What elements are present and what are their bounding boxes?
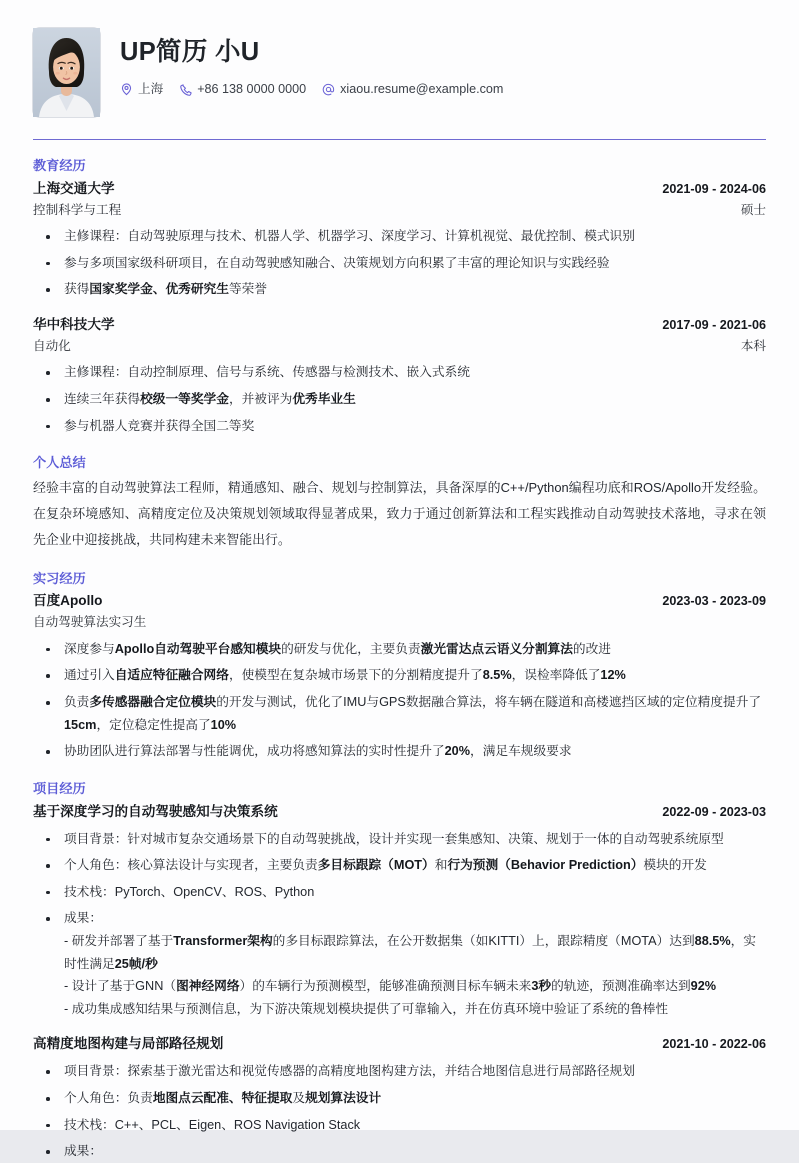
location-pin-icon <box>120 83 133 96</box>
entry-subtitle-row <box>33 336 766 356</box>
entry-meta: 本科 <box>740 339 766 354</box>
bullet-item: 协助团队进行算法部署与性能调优，成功将感知算法的实时性提升了20%，满足车规级要求 <box>33 740 766 763</box>
phone-icon <box>179 83 192 96</box>
bullet-item: 个人角色：负责地图点云配准、特征提取及规划算法设计 <box>33 1087 766 1110</box>
resume-entry <box>33 1033 766 1162</box>
entry-header-row <box>33 178 766 200</box>
bullet-item: 主修课程：自动驾驶原理与技术、机器人学、机器学习、深度学习、计算机视觉、最优控制、模式识别 <box>33 225 766 248</box>
entry-title: 上海交通大学 <box>33 180 115 196</box>
contact-email-text: xiaou.resume@example.com <box>340 81 504 96</box>
entry-date: 2017-09 - 2021-06 <box>662 318 766 333</box>
entry-subtitle: 自动化 <box>33 339 71 354</box>
bullet-item: 成果： <box>33 1140 766 1163</box>
entry-title: 华中科技大学 <box>33 317 115 333</box>
resume-header <box>33 0 766 117</box>
profile-name: UP简历 小U <box>120 38 260 66</box>
section-title: 教育经历 <box>33 158 86 173</box>
resume-sections <box>33 156 766 1163</box>
bullet-item: 通过引入自适应特征融合网络，使模型在复杂城市场景下的分割精度提升了8.5%，误检率降低了12% <box>33 664 766 687</box>
entry-subtitle-row <box>33 200 766 220</box>
entry-subtitle: 控制科学与工程 <box>33 202 122 217</box>
entry-title: 高精度地图构建与局部路径规划 <box>33 1036 224 1052</box>
bullet-list <box>33 638 766 763</box>
header-divider <box>33 139 766 140</box>
contact-list <box>120 81 515 99</box>
entry-subtitle: 自动驾驶算法实习生 <box>33 615 147 630</box>
section-title: 个人总结 <box>33 455 86 471</box>
bullet-item: 负责多传感器融合定位模块的开发与测试，优化了IMU与GPS数据融合算法，将车辆在隧道和高楼遮挡区域的定位精度提升了15cm，定位稳定性提高了10% <box>33 691 766 736</box>
bullet-item: 技术栈：PyTorch、OpenCV、ROS、Python <box>33 881 766 904</box>
contact-phone <box>179 81 306 99</box>
bullet-item: 参与多项国家级科研项目，在自动驾驶感知融合、决策规划方向积累了丰富的理论知识与实践经验 <box>33 252 766 275</box>
entry-title: 百度Apollo <box>33 593 103 609</box>
bullet-item: 获得国家奖学金、优秀研究生等荣誉 <box>33 278 766 301</box>
entry-subtitle-row <box>33 612 766 632</box>
resume-section <box>33 569 766 763</box>
entry-date: 2021-09 - 2024-06 <box>662 181 766 196</box>
bullet-list <box>33 225 766 301</box>
bullet-item: 参与机器人竞赛并获得全国二等奖 <box>33 415 766 438</box>
bullet-item: 成果： - 研发并部署了基于Transformer架构的多目标跟踪算法，在公开数据集（如KITTI）上，跟踪精度（MOTA）达到88.5%，实时性满足25帧/秒 - 设计了基于GNN（图神经网络）的车辆行为预测模型，能够准确预测目标车辆未来3秒的轨迹，预测准确率达到92% - 成功集成感知结果与预测信息，为下游决策规划模块提供了可靠输入，并在仿真环境中验证了系统的鲁棒性 <box>33 907 766 1020</box>
avatar <box>33 28 100 117</box>
bullet-item: 深度参与Apollo自动驾驶平台感知模块的研发与优化，主要负责激光雷达点云语义分割算法的改进 <box>33 638 766 661</box>
header-text-block <box>120 28 515 98</box>
contact-location-text: 上海 <box>138 81 164 96</box>
bullet-item: 项目背景：探索基于激光雷达和视觉传感器的高精度地图构建方法，并结合地图信息进行局部路径规划 <box>33 1060 766 1083</box>
resume-entry <box>33 314 766 437</box>
section-title: 实习经历 <box>33 570 86 586</box>
summary-text: 经验丰富的自动驾驶算法工程师，精通感知、融合、规划与控制算法，具备深厚的C++/Python编程功底和ROS/Apollo开发经验。在复杂环境感知、高精度定位及决策规划领域取得显著成果，致力于通过创新算法和工程实践推动自动驾驶技术落地，寻求在领先企业中迎接挑战，共同构建未来智能出行。 <box>33 480 766 547</box>
bullet-item: 连续三年获得校级一等奖学金，并被评为优秀毕业生 <box>33 388 766 411</box>
bullet-list <box>33 1060 766 1162</box>
entry-header-row <box>33 314 766 336</box>
contact-location <box>120 81 163 99</box>
bullet-item: 项目背景：针对城市复杂交通场景下的自动驾驶挑战，设计并实现一套集感知、决策、规划于一体的自动驾驶系统原型 <box>33 828 766 851</box>
contact-phone-text: +86 138 0000 0000 <box>197 81 307 96</box>
entry-meta: 硕士 <box>740 202 766 217</box>
resume-section <box>33 453 766 552</box>
entry-title: 基于深度学习的自动驾驶感知与决策系统 <box>33 803 278 819</box>
bullet-item: 个人角色：核心算法设计与实现者，主要负责多目标跟踪（MOT）和行为预测（Behavior Prediction）模块的开发 <box>33 854 766 877</box>
entry-date: 2021-10 - 2022-06 <box>662 1037 766 1052</box>
contact-email <box>322 81 503 99</box>
entry-date: 2022-09 - 2023-03 <box>662 804 766 819</box>
resume-section <box>33 156 766 437</box>
bullet-list <box>33 361 766 437</box>
entry-header-row <box>33 590 766 612</box>
entry-header-row <box>33 1033 766 1055</box>
entry-date: 2023-03 - 2023-09 <box>662 594 766 609</box>
bullet-item: 技术栈：C++、PCL、Eigen、ROS Navigation Stack <box>33 1114 766 1137</box>
resume-section <box>33 779 766 1163</box>
bullet-item: 主修课程：自动控制原理、信号与系统、传感器与检测技术、嵌入式系统 <box>33 361 766 384</box>
section-title: 项目经历 <box>33 780 86 796</box>
entry-header-row <box>33 801 766 823</box>
at-sign-icon <box>322 83 335 96</box>
bullet-list <box>33 828 766 1021</box>
resume-entry <box>33 590 766 762</box>
resume-entry <box>33 178 766 301</box>
resume-entry <box>33 801 766 1021</box>
